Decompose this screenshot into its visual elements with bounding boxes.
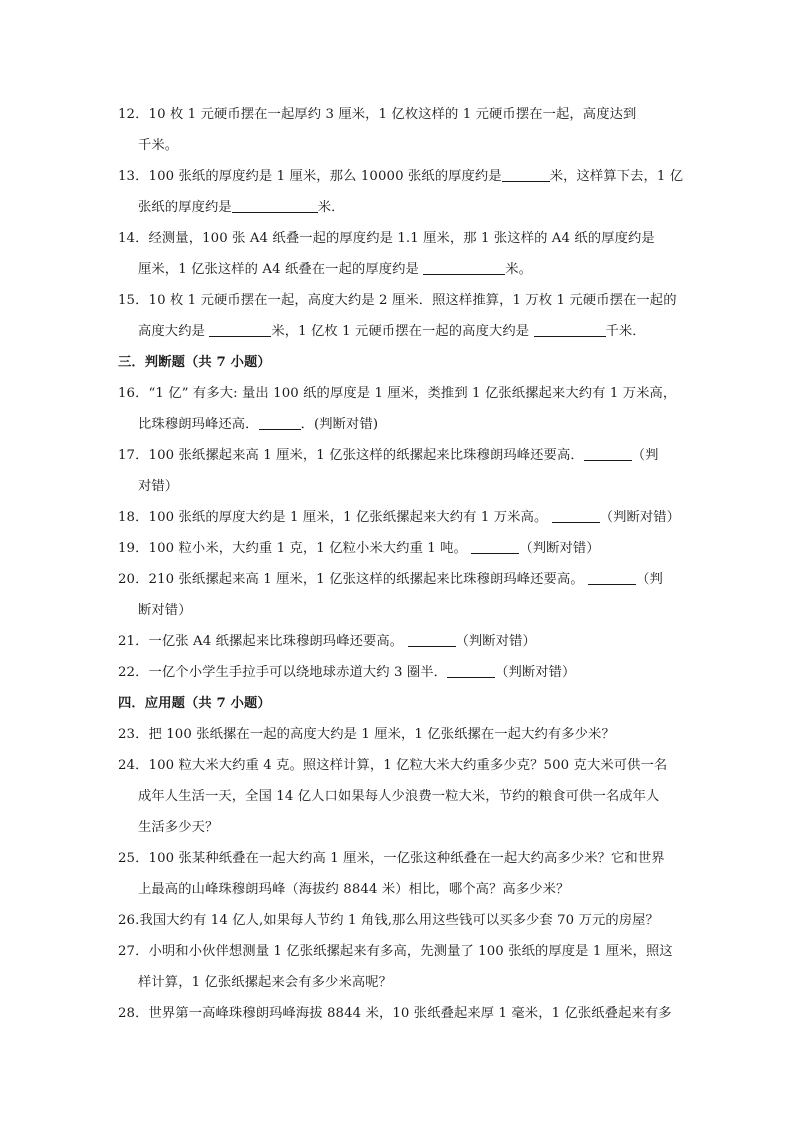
question-17 <box>118 440 678 502</box>
question-text: 高度大约是 <box>138 324 205 339</box>
answer-blank[interactable] <box>259 415 301 430</box>
section-heading-application: 四．应用题（共 7 小题） <box>118 696 271 711</box>
question-text: 13．100 张纸的厚度约是 1 厘米，那么 10000 张纸的厚度约是 <box>118 169 502 184</box>
answer-blank[interactable] <box>408 632 456 647</box>
question-text: 千米． <box>605 324 646 339</box>
question-20 <box>118 564 678 626</box>
question-text: 20．210 张纸摞起来高 1 厘米，1 亿张这样的纸摞起来比珠穆朗玛峰还要高。 <box>118 572 584 587</box>
question-18 <box>118 502 681 533</box>
question-line: 15．10 枚 1 元硬币摆在一起，高度大约是 2 厘米．照这样推算，1 万枚 1 元硬币摆在一起的 <box>118 293 677 308</box>
question-13 <box>118 161 684 223</box>
answer-blank[interactable] <box>447 663 495 678</box>
answer-blank[interactable] <box>471 539 519 554</box>
answer-blank[interactable] <box>584 446 632 461</box>
question-26 <box>118 905 678 936</box>
question-list <box>118 99 684 1029</box>
question-text: （判断对错） <box>455 634 536 649</box>
question-line: 28．世界第一高峰珠穆朗玛峰海拔 8844 米，10 张纸叠起来厚 1 毫米，1 亿张纸叠起来有多 <box>118 1006 672 1021</box>
question-text: （判断对错） <box>519 541 600 556</box>
question-21 <box>118 626 678 657</box>
question-line: 16．“1 亿” 有多大: 量出 100 纸的厚度是 1 厘米，类推到 1 亿张纸摞起来大约有 1 万米高， <box>118 386 677 401</box>
question-line: 千米。 <box>138 138 179 153</box>
question-line <box>118 657 678 688</box>
question-text: 比珠穆朗玛峰还高． <box>138 417 259 432</box>
question-text: 21．一亿张 A4 纸摞起来比珠穆朗玛峰还要高。 <box>118 634 404 649</box>
question-text: 19．100 粒小米，大约重 1 克，1 亿粒小米大约重 1 吨。 <box>118 541 467 556</box>
question-22 <box>118 657 678 688</box>
question-text: 米。 <box>505 262 533 277</box>
answer-blank[interactable] <box>552 508 600 523</box>
question-14 <box>118 223 678 285</box>
question-text: （判断对错） <box>495 665 576 680</box>
question-text: 厘米，1 亿张这样的 A4 纸叠在一起的厚度约是 <box>138 262 419 277</box>
question-text: 17．100 张纸摞起来高 1 厘米，1 亿张这样的纸摞起来比珠穆朗玛峰还要高． <box>118 448 584 463</box>
question-28 <box>118 998 678 1029</box>
question-23 <box>118 719 678 750</box>
question-line: 样计算，1 亿张纸摞起来会有多少米高呢？ <box>138 975 393 990</box>
question-line <box>118 409 678 440</box>
question-line <box>118 626 678 657</box>
question-line: 14．经测量，100 张 A4 纸叠一起的厚度约是 1.1 厘米，那 1 张这样的 A4 纸的厚度约是 <box>118 231 655 246</box>
answer-blank[interactable] <box>232 198 318 213</box>
question-line: 成年人生活一天，全国 14 亿人口如果每人少浪费一粒大米，节约的粮食可供一名成年人 <box>138 789 660 804</box>
question-text: ．(判断对错) <box>300 417 379 432</box>
answer-blank[interactable] <box>502 167 550 182</box>
question-text: 18．100 张纸的厚度大约是 1 厘米，1 亿张纸摞起来大约有 1 万米高。 <box>118 510 548 525</box>
question-line <box>118 254 678 285</box>
question-12 <box>118 99 678 161</box>
question-line: 生活多少天？ <box>138 820 219 835</box>
question-16 <box>118 378 678 440</box>
question-line: 上最高的山峰珠穆朗玛峰（海拔约 8844 米）相比，哪个高？高多少米？ <box>138 882 570 897</box>
question-line <box>118 440 678 471</box>
question-line: 断对错） <box>138 603 192 618</box>
question-line <box>118 316 678 347</box>
question-15 <box>118 285 678 347</box>
answer-blank[interactable] <box>588 570 636 585</box>
section-heading-judgement: 三．判断题（共 7 小题） <box>118 355 271 370</box>
question-27 <box>118 936 678 998</box>
question-line: 24．100 粒大米大约重 4 克。照这样计算，1 亿粒大米大约重多少克？500 克大米可供一名 <box>118 758 668 773</box>
question-text: （判断对错） <box>599 510 681 525</box>
question-line <box>118 502 681 533</box>
question-line <box>118 564 678 595</box>
question-text: 米，这样算下去，1 亿 <box>549 169 684 184</box>
question-text: 米，1 亿枚 1 元硬币摆在一起的高度大约是 <box>271 324 530 339</box>
question-line <box>118 533 678 564</box>
question-19 <box>118 533 678 564</box>
question-24 <box>118 750 678 843</box>
question-line: 对错） <box>138 479 179 494</box>
question-text: 张纸的厚度约是 <box>138 200 232 215</box>
question-line: 25．100 张某种纸叠在一起大约高 1 厘米，一亿张这种纸叠在一起大约高多少米？它和世界 <box>118 851 665 866</box>
question-text: 22．一亿个小学生手拉手可以绕地球赤道大约 3 圈半． <box>118 665 448 680</box>
question-text: 米． <box>317 200 345 215</box>
answer-blank[interactable] <box>534 322 606 337</box>
question-line: 23．把 100 张纸摞在一起的高度大约是 1 厘米，1 亿张纸摞在一起大约有多少米？ <box>118 727 615 742</box>
question-text: （判 <box>631 448 659 463</box>
question-line <box>118 192 678 223</box>
question-line <box>118 161 684 192</box>
answer-blank[interactable] <box>209 322 271 337</box>
question-text: （判 <box>636 572 663 587</box>
question-25 <box>118 843 678 905</box>
answer-blank[interactable] <box>423 260 505 275</box>
question-line: 27．小明和小伙伴想测量 1 亿张纸摞起来有多高，先测量了 100 张纸的厚度是 1 厘米，照这 <box>118 944 673 959</box>
question-line: 12．10 枚 1 元硬币摆在一起厚约 3 厘米，1 亿枚这样的 1 元硬币摆在一起，高度达到 <box>118 107 637 122</box>
question-line: 26.我国大约有 14 亿人,如果每人节约 1 角钱,那么用这些钱可以买多少套 70 万元的房屋？ <box>118 913 659 928</box>
